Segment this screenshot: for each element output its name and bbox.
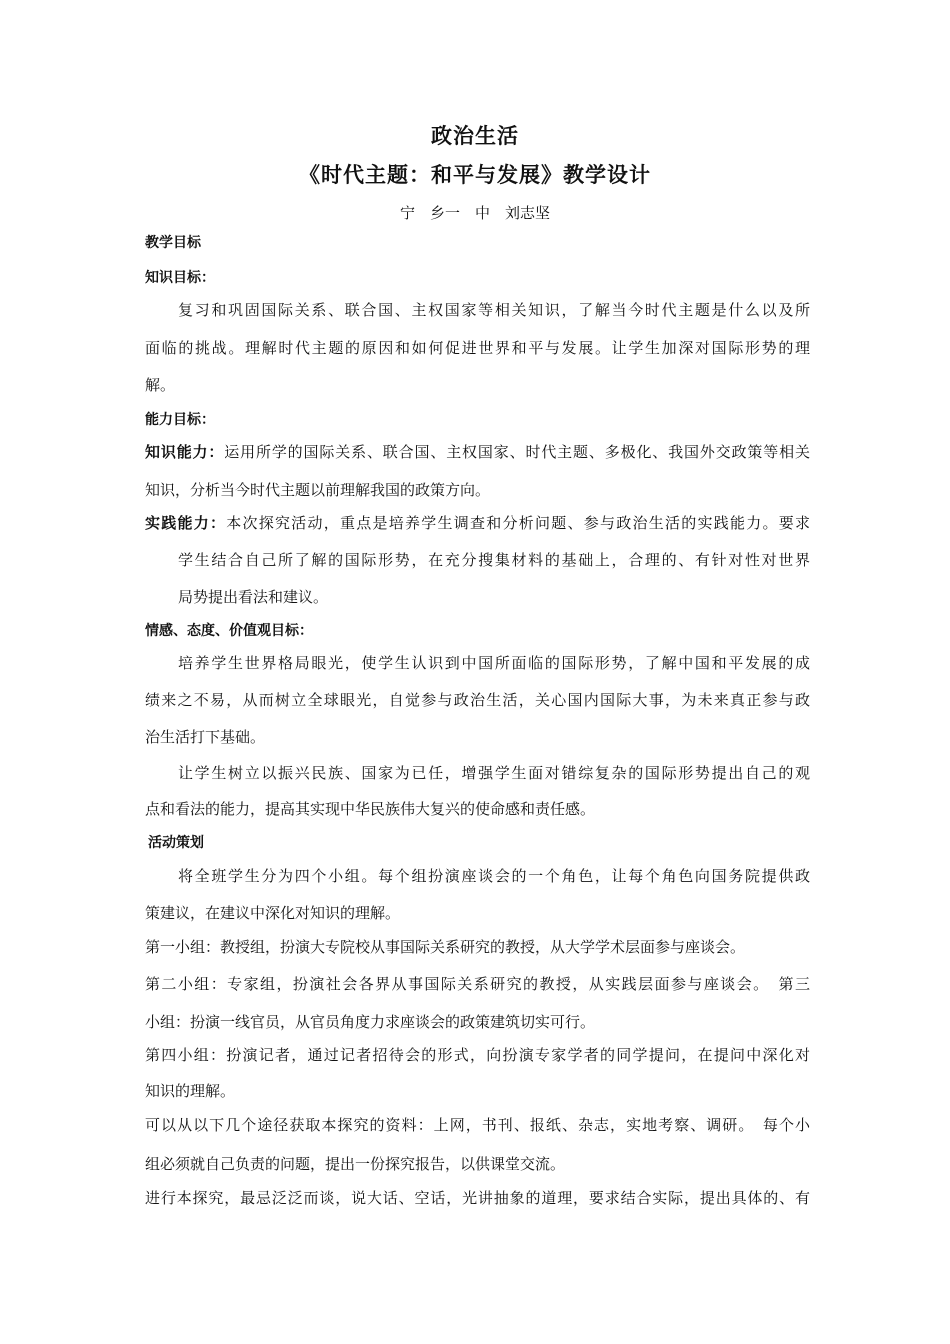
practice-ability-lead: 实践能力： <box>145 514 227 532</box>
activity-para-line: 将全班学生分为四个小组。每个组扮演座谈会的一个角色，让每个角色向国务院提供政 <box>178 867 810 885</box>
heading-knowledge-goals: 知识目标： <box>145 270 215 286</box>
knowledge-para-line: 面临的挑战。理解时代主题的原因和如何促进世界和平与发展。让学生加深对国际形势的理 <box>145 339 810 357</box>
group1-line: 第一小组：教授组，扮演大专院校从事国际关系研究的教授，从大学学术层面参与座谈会。 <box>145 938 746 956</box>
sources-line: 可以从以下几个途径获取本探究的资料：上网，书刊、报纸、杂志，实地考察、调研。 每个小 <box>145 1116 810 1134</box>
heading-emotion-goals: 情感、态度、价值观目标： <box>145 623 313 639</box>
practice-ability-line: 局势提出看法和建议。 <box>178 588 329 606</box>
heading-activity-plan: 活动策划 <box>148 835 204 851</box>
activity-para-line: 策建议，在建议中深化对知识的理解。 <box>145 904 401 922</box>
heading-ability-goals: 能力目标： <box>145 412 215 428</box>
group4-line: 第四小组：扮演记者，通过记者招待会的形式，向扮演专家学者的同学提问，在提问中深化对 <box>145 1046 810 1064</box>
knowledge-ability-line <box>145 442 810 462</box>
knowledge-para-line: 复习和巩固国际关系、联合国、主权国家等相关知识，了解当今时代主题是什么以及所 <box>178 301 810 319</box>
knowledge-ability-lead: 知识能力： <box>145 443 225 461</box>
document-title: 政治生活 <box>431 124 519 148</box>
emotion-para-line: 治生活打下基础。 <box>145 728 266 746</box>
knowledge-ability-text: 运用所学的国际关系、联合国、主权国家、时代主题、多极化、我国外交政策等相关 <box>224 443 810 461</box>
practice-ability-text: 本次探究活动，重点是培养学生调查和分析问题、参与政治生活的实践能力。要求 <box>226 514 810 532</box>
sources-line: 组必须就自己负责的问题，提出一份探究报告，以供课堂交流。 <box>145 1155 566 1173</box>
group2-line: 第二小组：专家组，扮演社会各界从事国际关系研究的教授，从实践层面参与座谈会。 第三 <box>145 975 810 993</box>
emotion-para-line: 培养学生世界格局眼光，使学生认识到中国所面临的国际形势，了解中国和平发展的成 <box>178 654 810 672</box>
knowledge-ability-line: 知识，分析当今时代主题以前理解我国的政策方向。 <box>145 481 491 499</box>
practice-ability-line: 学生结合自己所了解的国际形势，在充分搜集材料的基础上，合理的、有针对性对世界 <box>178 551 810 569</box>
group4-line: 知识的理解。 <box>145 1082 236 1100</box>
heading-teaching-goals: 教学目标 <box>145 235 201 251</box>
emotion-para-line: 让学生树立以振兴民族、国家为已任，增强学生面对错综复杂的国际形势提出自己的观 <box>178 764 810 782</box>
group2-line: 小组：扮演一线官员，从官员角度力求座谈会的政策建筑切实可行。 <box>145 1013 596 1031</box>
emotion-para-line: 点和看法的能力，提高其实现中华民族伟大复兴的使命感和责任感。 <box>145 800 596 818</box>
document-subtitle: 《时代主题：和平与发展》教学设计 <box>299 163 651 187</box>
author-line: 宁 乡一 中 刘志坚 <box>399 204 550 222</box>
practice-ability-line <box>145 513 810 533</box>
closing-line: 进行本探究，最忌泛泛而谈，说大话、空话，光讲抽象的道理，要求结合实际，提出具体的、有 <box>145 1189 810 1207</box>
emotion-para-line: 绩来之不易，从而树立全球眼光，自觉参与政治生活，关心国内国际大事，为未来真正参与政 <box>145 691 810 709</box>
knowledge-para-line: 解。 <box>145 376 176 394</box>
